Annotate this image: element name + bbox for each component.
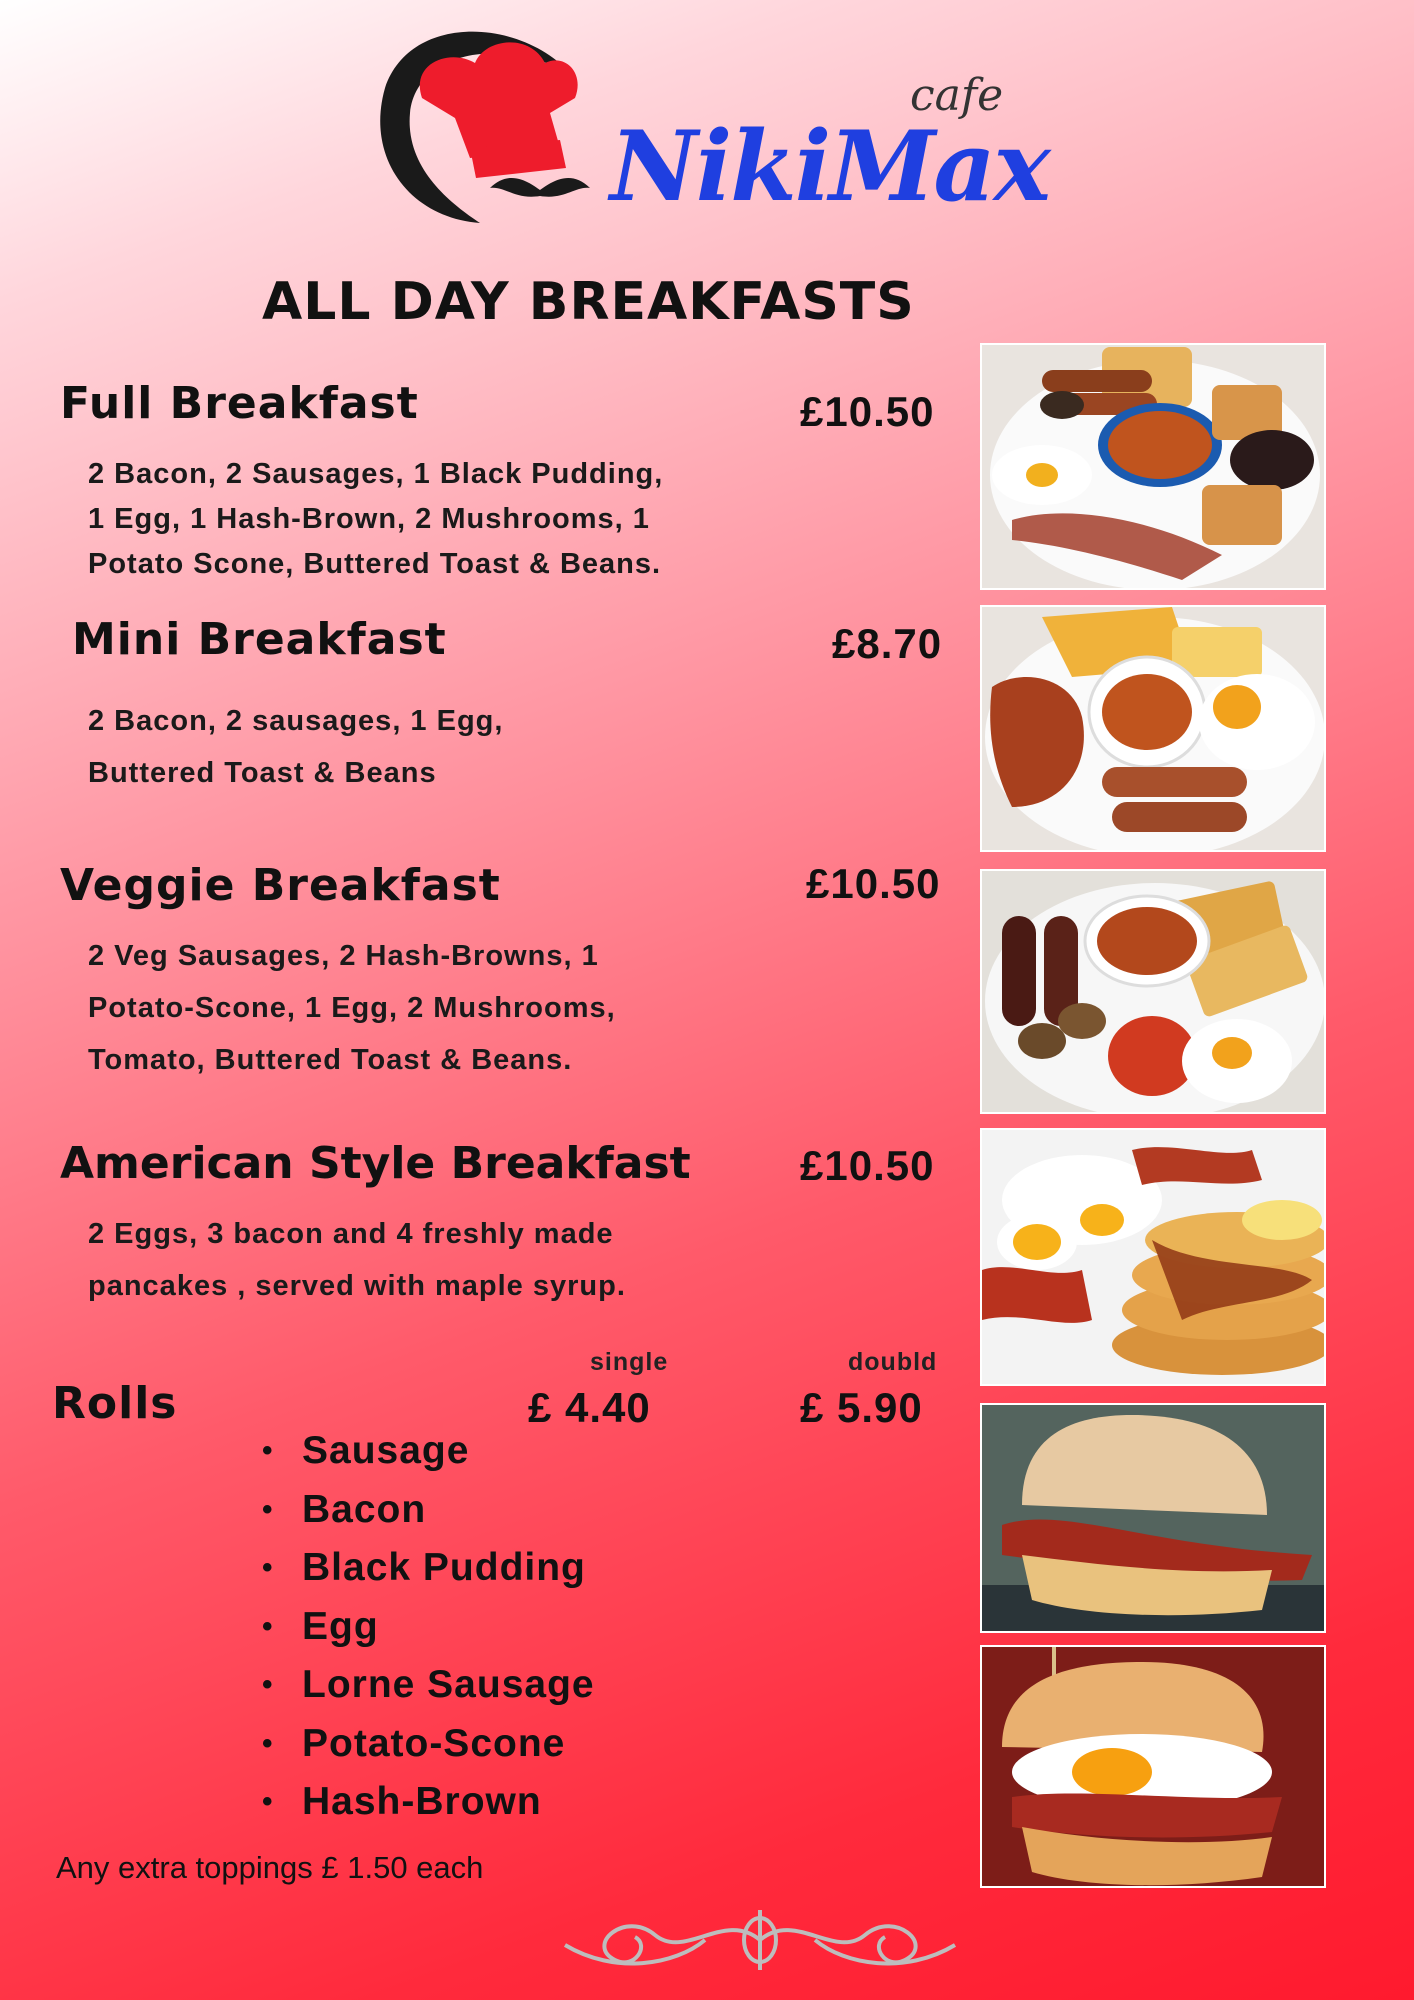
rolls-double-price: £ 5.90 xyxy=(800,1384,923,1431)
list-item: • Hash-Brown xyxy=(262,1773,595,1832)
desc-line: Tomato, Buttered Toast & Beans. xyxy=(88,1044,573,1076)
cafe-logo xyxy=(370,18,1050,248)
brand-name: NikiMax xyxy=(610,110,1049,223)
list-item: • Egg xyxy=(262,1598,595,1657)
rolls-single-price: £ 4.40 xyxy=(528,1384,651,1431)
veggie-breakfast-photo xyxy=(980,869,1326,1114)
item-price-veggie-breakfast: £10.50 xyxy=(806,860,941,907)
desc-line: 2 Bacon, 2 Sausages, 1 Black Pudding, xyxy=(88,458,664,490)
ornament-divider-icon xyxy=(555,1905,965,1975)
item-desc-american-breakfast xyxy=(88,1208,626,1312)
item-price-american-breakfast: £10.50 xyxy=(800,1142,935,1189)
list-item: • Black Pudding xyxy=(262,1539,595,1598)
rolls-single-label: single xyxy=(590,1348,669,1376)
list-item: • Sausage xyxy=(262,1422,595,1481)
item-name-veggie-breakfast: Veggie Breakfast xyxy=(60,860,501,911)
desc-line: 2 Veg Sausages, 2 Hash-Browns, 1 xyxy=(88,940,599,972)
list-item: • Lorne Sausage xyxy=(262,1656,595,1715)
american-breakfast-photo xyxy=(980,1128,1326,1386)
desc-line: 2 Bacon, 2 sausages, 1 Egg, xyxy=(88,705,504,737)
list-item: • Bacon xyxy=(262,1481,595,1540)
item-price-full-breakfast: £10.50 xyxy=(800,388,935,435)
desc-line: Potato Scone, Buttered Toast & Beans. xyxy=(88,548,662,580)
desc-line: 2 Eggs, 3 bacon and 4 freshly made xyxy=(88,1218,614,1250)
item-desc-veggie-breakfast xyxy=(88,930,616,1086)
desc-line: 1 Egg, 1 Hash-Brown, 2 Mushrooms, 1 xyxy=(88,503,650,535)
full-breakfast-photo xyxy=(980,343,1326,590)
bacon-roll-photo xyxy=(980,1403,1326,1633)
mini-breakfast-photo xyxy=(980,605,1326,852)
page-title: ALL DAY BREAKFASTS xyxy=(262,272,915,332)
rolls-double-label: doubld xyxy=(848,1348,938,1376)
desc-line: pancakes , served with maple syrup. xyxy=(88,1270,626,1302)
desc-line: Potato-Scone, 1 Egg, 2 Mushrooms, xyxy=(88,992,616,1024)
item-price-mini-breakfast: £8.70 xyxy=(832,620,943,667)
item-name-rolls: Rolls xyxy=(52,1378,178,1429)
item-desc-mini-breakfast xyxy=(88,695,503,799)
desc-line: Buttered Toast & Beans xyxy=(88,757,437,789)
extra-toppings-note: Any extra toppings £ 1.50 each xyxy=(56,1850,484,1885)
egg-bacon-roll-photo xyxy=(980,1645,1326,1888)
brand-subtitle: cafe xyxy=(910,70,1004,121)
item-name-mini-breakfast: Mini Breakfast xyxy=(72,614,447,665)
rolls-fillings-list xyxy=(262,1422,595,1832)
item-name-american-breakfast: American Style Breakfast xyxy=(60,1138,691,1189)
item-desc-full-breakfast xyxy=(88,452,663,587)
item-name-full-breakfast: Full Breakfast xyxy=(60,378,419,429)
list-item: • Potato-Scone xyxy=(262,1715,595,1774)
mustache-icon xyxy=(480,158,600,218)
